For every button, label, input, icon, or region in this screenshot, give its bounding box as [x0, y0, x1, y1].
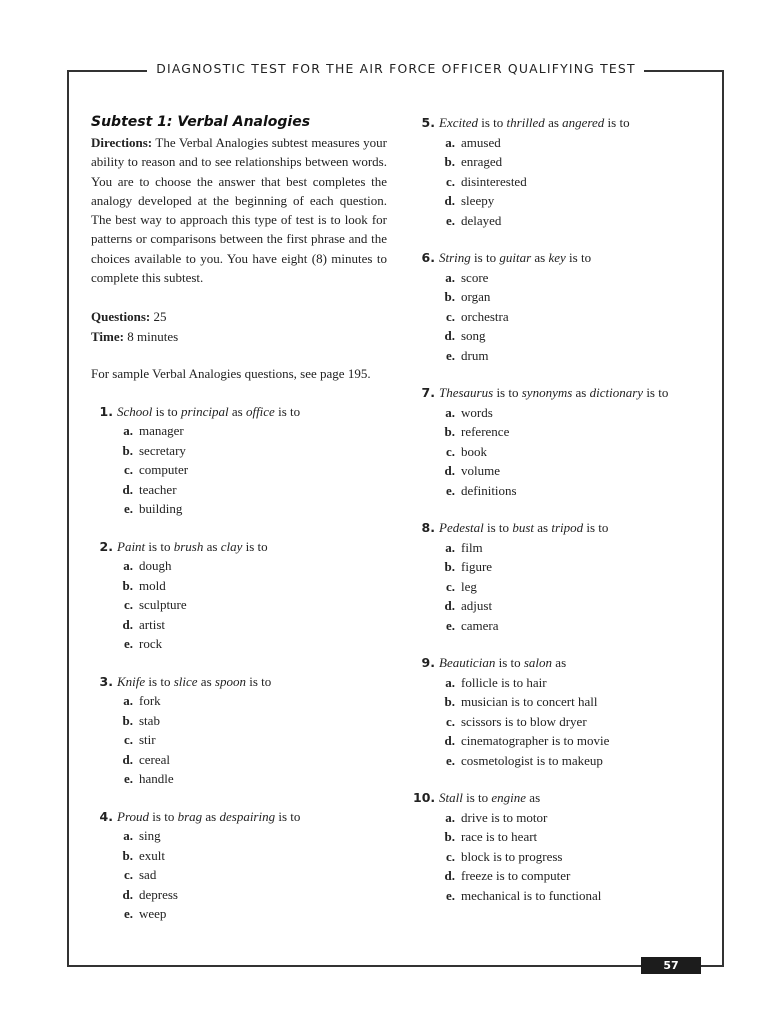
- analogy-connector: as: [544, 115, 563, 130]
- analogy-connector: is to: [604, 115, 630, 130]
- choice-letter: c.: [445, 578, 455, 594]
- analogy-connector: is to: [565, 250, 592, 265]
- choice-text: race is to heart: [461, 829, 538, 844]
- answer-choice: [117, 615, 387, 635]
- choice-letter: a.: [445, 809, 455, 825]
- question-number: 1.: [99, 403, 113, 419]
- choice-letter: b.: [122, 577, 133, 593]
- answer-choice: [439, 538, 713, 558]
- question-item: [91, 402, 387, 519]
- answer-choice: [117, 634, 387, 654]
- answer-choices: [413, 538, 713, 636]
- answer-choice: [439, 442, 713, 462]
- choice-text: exult: [139, 847, 165, 863]
- choice-letter: b.: [444, 829, 455, 844]
- question-item: [413, 113, 713, 230]
- analogy-term: tripod: [551, 520, 584, 535]
- questions-value: 25: [153, 309, 167, 325]
- choice-text: dough: [139, 558, 172, 574]
- frame-top-left-rule: [67, 70, 147, 72]
- question-stem: [91, 537, 387, 557]
- choice-text: organ: [461, 289, 491, 304]
- answer-choices: [413, 403, 713, 501]
- analogy-connector: as: [526, 790, 541, 805]
- analogy-term: Paint: [117, 538, 146, 554]
- choice-text: drive is to motor: [461, 809, 548, 825]
- answer-choice: [117, 499, 387, 519]
- choice-letter: e.: [445, 617, 455, 633]
- choice-letter: a.: [123, 693, 133, 709]
- question-stem: [91, 672, 387, 692]
- choice-text: sleepy: [461, 193, 495, 208]
- answer-choice: [117, 576, 387, 596]
- choice-text: figure: [461, 559, 493, 574]
- question-stem: [413, 248, 713, 268]
- choice-text: orchestra: [461, 308, 509, 324]
- answer-choice: [439, 827, 713, 847]
- choice-text: rock: [139, 636, 163, 652]
- choice-letter: a.: [445, 134, 455, 150]
- analogy-connector: as: [228, 403, 246, 419]
- choice-text: manager: [139, 423, 184, 439]
- answer-choice: [439, 481, 713, 501]
- answer-choice: [439, 847, 713, 867]
- analogy-connector: is to: [145, 673, 174, 689]
- question-number: 7.: [421, 385, 435, 400]
- choice-letter: e.: [445, 212, 455, 228]
- choice-letter: b.: [444, 154, 455, 169]
- answer-choice: [439, 326, 713, 346]
- choice-letter: b.: [122, 712, 133, 728]
- directions-label: Directions:: [91, 135, 153, 150]
- right-column: [413, 113, 713, 923]
- answer-choice: [439, 557, 713, 577]
- choice-letter: b.: [122, 847, 133, 863]
- question-item: [413, 248, 713, 365]
- choice-letter: d.: [444, 328, 455, 343]
- question-item: [91, 672, 387, 789]
- answer-choices: [413, 133, 713, 231]
- answer-choices: [413, 268, 713, 366]
- analogy-connector: is to: [643, 385, 669, 400]
- choice-letter: e.: [445, 752, 455, 768]
- analogy-term: dictionary: [589, 385, 644, 400]
- choice-text: musician is to concert hall: [461, 694, 598, 709]
- choice-text: stab: [139, 712, 160, 728]
- question-number: 9.: [421, 655, 435, 670]
- analogy-term: Knife: [117, 673, 146, 689]
- choice-text: cosmetologist is to makeup: [461, 752, 603, 768]
- choice-text: stir: [139, 732, 156, 748]
- choice-letter: a.: [123, 423, 133, 439]
- analogy-term: brag: [177, 808, 203, 824]
- answer-choice: [117, 711, 387, 731]
- analogy-connector: is to: [145, 538, 174, 554]
- choice-letter: c.: [445, 848, 455, 864]
- answer-choice: [439, 673, 713, 693]
- analogy-term: bust: [512, 520, 534, 535]
- analogy-connector: is to: [483, 520, 513, 535]
- analogy-term: synonyms: [521, 385, 573, 400]
- choice-letter: c.: [123, 732, 133, 748]
- answer-choice: [439, 287, 713, 307]
- analogy-term: spoon: [214, 673, 246, 689]
- analogy-connector: is to: [149, 808, 178, 824]
- choice-text: scissors is to blow dryer: [461, 713, 587, 729]
- analogy-connector: is to: [470, 250, 500, 265]
- question-stem: [413, 653, 713, 673]
- running-header: DIAGNOSTIC TEST FOR THE AIR FORCE OFFICER QUALIFYING TEST: [156, 61, 636, 76]
- choice-text: cinematographer is to movie: [461, 733, 610, 748]
- choice-text: book: [461, 443, 487, 459]
- choice-letter: d.: [122, 616, 133, 632]
- answer-choice: [439, 751, 713, 771]
- question-number: 5.: [421, 115, 435, 130]
- choice-text: computer: [139, 462, 189, 478]
- answer-choice: [439, 346, 713, 366]
- analogy-term: guitar: [499, 250, 532, 265]
- analogy-term: String: [439, 250, 471, 265]
- choice-letter: b.: [444, 424, 455, 439]
- answer-choice: [117, 595, 387, 615]
- choice-letter: a.: [123, 558, 133, 574]
- answer-choice: [117, 865, 387, 885]
- test-meta: [91, 307, 387, 346]
- choice-text: film: [461, 539, 483, 555]
- choice-text: camera: [461, 617, 499, 633]
- choice-letter: e.: [123, 771, 133, 787]
- choice-text: reference: [461, 424, 510, 439]
- answer-choices: [91, 421, 387, 519]
- analogy-term: Excited: [439, 115, 478, 130]
- page-number: 57: [641, 957, 701, 974]
- left-column: [91, 111, 387, 942]
- choice-text: amused: [461, 134, 501, 150]
- choice-letter: d.: [444, 733, 455, 748]
- choice-text: depress: [139, 886, 178, 902]
- choice-text: follicle is to hair: [461, 674, 547, 690]
- answer-choice: [439, 596, 713, 616]
- answer-choice: [439, 152, 713, 172]
- subtest-title: Subtest 1: Verbal Analogies: [91, 114, 311, 130]
- choice-letter: c.: [123, 462, 133, 478]
- sample-reference: For sample Verbal Analogies questions, see page 195.: [91, 366, 371, 382]
- analogy-connector: as: [197, 673, 215, 689]
- choice-text: teacher: [139, 481, 177, 497]
- analogy-connector: as: [203, 538, 221, 554]
- analogy-term: key: [548, 250, 566, 265]
- question-number: 10.: [413, 790, 436, 805]
- answer-choice: [439, 268, 713, 288]
- questions-label: Questions:: [91, 309, 151, 325]
- choice-letter: d.: [122, 751, 133, 767]
- question-number: 4.: [99, 808, 113, 824]
- choice-letter: d.: [122, 886, 133, 902]
- choice-letter: b.: [444, 559, 455, 574]
- analogy-connector: is to: [462, 790, 492, 805]
- analogy-connector: as: [531, 250, 549, 265]
- choice-text: cereal: [139, 751, 171, 767]
- choice-text: sculpture: [139, 597, 187, 613]
- choice-text: fork: [139, 693, 161, 709]
- choice-text: song: [461, 328, 486, 343]
- question-item: [413, 518, 713, 635]
- choice-text: adjust: [461, 598, 493, 613]
- choice-letter: a.: [445, 674, 455, 690]
- choice-letter: a.: [123, 828, 133, 844]
- answer-choice: [117, 480, 387, 500]
- question-item: [413, 788, 713, 905]
- directions-text: The Verbal Analogies subtest measures your ability to reason and to see relationships between words. You are to choose the answer that best completes the analogy developed at the beginning of each question. The best way to approach this type of test is to look for patterns or comparisons between the first phrase and the choices available to you. You have eight (8) minutes to complete this subtest.: [91, 135, 387, 286]
- answer-choices: [413, 808, 713, 906]
- choice-letter: e.: [445, 347, 455, 363]
- time-value: 8 minutes: [127, 328, 179, 344]
- choice-text: handle: [139, 771, 174, 787]
- choice-text: sad: [139, 867, 157, 883]
- questions-list-right: [413, 113, 713, 905]
- choice-text: volume: [461, 463, 500, 478]
- answer-choice: [117, 885, 387, 905]
- choice-text: mold: [139, 577, 166, 593]
- question-stem: [91, 402, 387, 422]
- choice-letter: c.: [123, 867, 133, 883]
- answer-choice: [117, 826, 387, 846]
- analogy-term: Pedestal: [439, 520, 484, 535]
- choice-text: disinterested: [461, 173, 527, 189]
- answer-choice: [439, 191, 713, 211]
- question-item: [413, 653, 713, 770]
- choice-text: mechanical is to functional: [461, 887, 602, 903]
- choice-text: enraged: [461, 154, 503, 169]
- analogy-term: Proud: [117, 808, 150, 824]
- choice-letter: d.: [444, 463, 455, 478]
- time-line: [91, 327, 387, 347]
- frame-top-right-rule: [644, 70, 724, 72]
- answer-choice: [439, 461, 713, 481]
- analogy-term: salon: [523, 655, 553, 670]
- answer-choice: [439, 133, 713, 153]
- frame-right-rule: [722, 70, 724, 967]
- choice-letter: b.: [444, 694, 455, 709]
- choice-text: sing: [139, 828, 161, 844]
- choice-letter: b.: [444, 289, 455, 304]
- analogy-term: brush: [173, 538, 204, 554]
- answer-choice: [439, 211, 713, 231]
- choice-letter: e.: [445, 887, 455, 903]
- answer-choice: [117, 691, 387, 711]
- choice-letter: e.: [445, 482, 455, 498]
- analogy-term: clay: [220, 538, 243, 554]
- choice-letter: d.: [444, 598, 455, 613]
- directions-paragraph: [91, 133, 387, 287]
- analogy-connector: is to: [275, 808, 301, 824]
- question-item: [413, 383, 713, 500]
- answer-choice: [439, 886, 713, 906]
- question-number: 8.: [421, 520, 435, 535]
- analogy-connector: as: [533, 520, 552, 535]
- analogy-term: slice: [173, 673, 198, 689]
- analogy-term: School: [117, 403, 153, 419]
- answer-choice: [439, 422, 713, 442]
- analogy-term: principal: [180, 403, 229, 419]
- choice-text: freeze is to computer: [461, 868, 571, 883]
- choice-letter: e.: [123, 636, 133, 652]
- choice-text: definitions: [461, 482, 517, 498]
- answer-choice: [117, 750, 387, 770]
- choice-letter: c.: [445, 713, 455, 729]
- question-item: [91, 537, 387, 654]
- choice-text: weep: [139, 906, 167, 922]
- analogy-connector: as: [552, 655, 567, 670]
- question-number: 2.: [99, 538, 113, 554]
- answer-choice: [117, 904, 387, 924]
- time-label: Time:: [91, 328, 124, 344]
- answer-choice: [117, 846, 387, 866]
- choice-text: words: [461, 404, 493, 420]
- question-stem: [413, 788, 713, 808]
- analogy-term: office: [245, 403, 275, 419]
- question-number: 3.: [99, 673, 113, 689]
- analogy-term: thrilled: [506, 115, 545, 130]
- analogy-connector: is to: [477, 115, 507, 130]
- analogy-connector: as: [202, 808, 220, 824]
- choice-letter: d.: [444, 193, 455, 208]
- answer-choice: [117, 460, 387, 480]
- question-stem: [413, 518, 713, 538]
- choice-letter: a.: [445, 539, 455, 555]
- answer-choice: [439, 307, 713, 327]
- analogy-term: Beautician: [439, 655, 496, 670]
- analogy-connector: is to: [583, 520, 609, 535]
- frame-left-rule: [67, 70, 69, 967]
- choice-text: secretary: [139, 442, 186, 458]
- questions-count-line: [91, 307, 387, 327]
- question-stem: [413, 383, 713, 403]
- questions-list-left: [91, 402, 387, 924]
- answer-choices: [91, 826, 387, 924]
- analogy-connector: is to: [493, 385, 522, 400]
- choice-letter: c.: [123, 597, 133, 613]
- answer-choice: [439, 731, 713, 751]
- answer-choices: [413, 673, 713, 771]
- choice-letter: c.: [445, 443, 455, 459]
- choice-text: drum: [461, 347, 489, 363]
- analogy-connector: as: [572, 385, 590, 400]
- analogy-connector: is to: [242, 538, 268, 554]
- analogy-connector: is to: [152, 403, 181, 419]
- answer-choice: [439, 403, 713, 423]
- choice-letter: a.: [445, 269, 455, 285]
- answer-choice: [439, 692, 713, 712]
- answer-choice: [439, 866, 713, 886]
- choice-letter: d.: [122, 481, 133, 497]
- choice-letter: d.: [444, 868, 455, 883]
- choice-text: block is to progress: [461, 848, 563, 864]
- choice-text: artist: [139, 616, 165, 632]
- analogy-connector: is to: [274, 403, 301, 419]
- analogy-term: angered: [562, 115, 605, 130]
- question-stem: [91, 807, 387, 827]
- answer-choice: [117, 556, 387, 576]
- choice-letter: e.: [123, 501, 133, 517]
- analogy-term: Stall: [439, 790, 463, 805]
- question-number: 6.: [421, 250, 435, 265]
- choice-text: delayed: [461, 212, 502, 228]
- frame-bottom-rule: [67, 965, 724, 967]
- answer-choice: [117, 441, 387, 461]
- analogy-term: engine: [491, 790, 527, 805]
- choice-text: leg: [461, 578, 477, 594]
- answer-choices: [91, 691, 387, 789]
- analogy-term: Thesaurus: [439, 385, 494, 400]
- answer-choice: [117, 421, 387, 441]
- question-item: [91, 807, 387, 924]
- question-stem: [413, 113, 713, 133]
- answer-choice: [117, 769, 387, 789]
- answer-choice: [439, 172, 713, 192]
- answer-choice: [439, 712, 713, 732]
- choice-letter: b.: [122, 442, 133, 458]
- choice-letter: a.: [445, 404, 455, 420]
- answer-choice: [439, 577, 713, 597]
- answer-choices: [91, 556, 387, 654]
- answer-choice: [439, 616, 713, 636]
- choice-letter: c.: [445, 173, 455, 189]
- analogy-connector: is to: [495, 655, 524, 670]
- answer-choice: [439, 808, 713, 828]
- choice-letter: e.: [123, 906, 133, 922]
- choice-text: score: [461, 269, 489, 285]
- answer-choice: [117, 730, 387, 750]
- choice-text: building: [139, 501, 183, 517]
- analogy-term: despairing: [219, 808, 276, 824]
- analogy-connector: is to: [245, 673, 272, 689]
- choice-letter: c.: [445, 308, 455, 324]
